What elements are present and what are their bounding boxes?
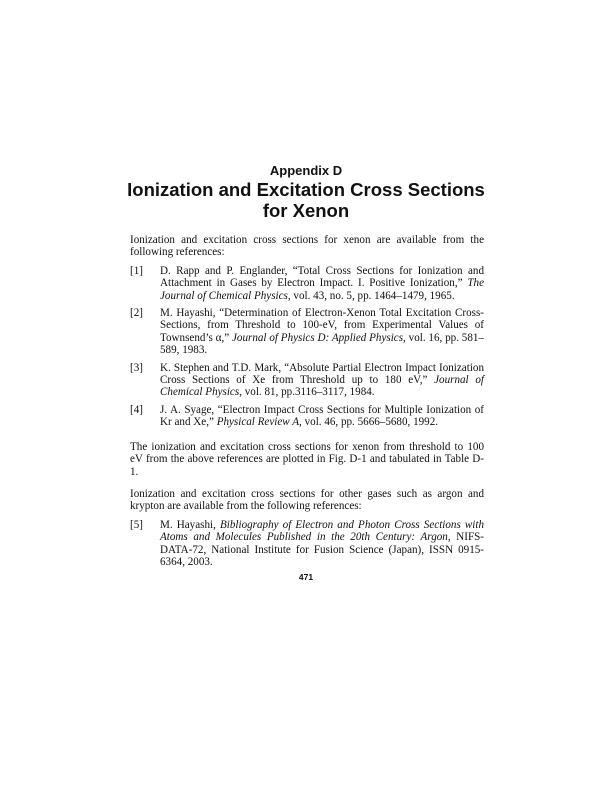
reference-text: M. Hayashi,	[160, 518, 220, 531]
reference-details: , NIFS-DATA-72, National Institute for Fusion Science (Japan), ISSN 0915-6364, 2003.	[160, 531, 484, 568]
reference-details: , vol. 16, pp. 581–589, 1983.	[160, 331, 484, 357]
other-gases-paragraph: Ionization and excitation cross sections for other gases such as argon and krypton are available from the following references:	[130, 487, 484, 513]
reference-number: [3]	[130, 361, 143, 374]
reference-journal: The Journal of Chemical Physics	[160, 277, 484, 302]
title-line-1: Ionization and Excitation Cross Sections	[127, 179, 485, 200]
reference-1	[130, 265, 484, 302]
reference-number: [5]	[130, 518, 143, 531]
plot-paragraph: The ionization and excitation cross sections for xenon from threshold to 100 eV from the above references are plotted in Fig. D-1 and tabulated in Table D-1.	[130, 440, 484, 478]
reference-title: Bibliography of Electron and Photon Cross Sections with Atoms and Molecules Published in the 20th Century: Argon	[160, 518, 485, 544]
reference-details: , vol. 81, pp.3116–3117, 1984.	[239, 386, 375, 399]
appendix-label: Appendix D	[269, 163, 343, 178]
reference-number: [4]	[130, 403, 143, 416]
intro-paragraph: Ionization and excitation cross sections for xenon are available from the following references:	[130, 234, 484, 259]
reference-3	[130, 362, 484, 399]
reference-text: D. Rapp and P. Englander, “Total Cross Sections for Ionization and Attachment in Gases by Electron Impact. I. Positive Ionization,”	[160, 264, 484, 290]
title-line-2: for Xenon	[262, 200, 350, 221]
reference-4	[130, 404, 484, 429]
reference-number: [2]	[130, 307, 143, 320]
page-body	[130, 234, 484, 568]
reference-number: [1]	[130, 264, 143, 277]
reference-details: , vol. 46, pp. 5666–5680, 1992.	[299, 416, 439, 429]
reference-journal: Physical Review A	[216, 416, 300, 429]
reference-text: J. A. Syage, “Electron Impact Cross Sections for Multiple Ionization of Kr and Xe,”	[160, 403, 484, 429]
page-title	[0, 179, 612, 221]
reference-2	[130, 307, 484, 357]
reference-text: M. Hayashi, “Determination of Electron-Xenon Total Excitation Cross-Sections, from Threshold to 100-eV, from Experimental Values of Townsend’s α,”	[160, 307, 484, 344]
reference-details: , vol. 43, no. 5, pp. 1464–1479, 1965.	[287, 289, 455, 302]
reference-text: K. Stephen and T.D. Mark, “Absolute Partial Electron Impact Ionization Cross Sections of Xe from Threshold up to 180 eV,”	[160, 361, 484, 387]
reference-journal: Journal of Physics D: Applied Physics	[232, 331, 404, 344]
page-number: 471	[298, 572, 314, 582]
reference-5	[130, 519, 484, 569]
reference-journal: Journal of Chemical Physics	[160, 374, 484, 399]
